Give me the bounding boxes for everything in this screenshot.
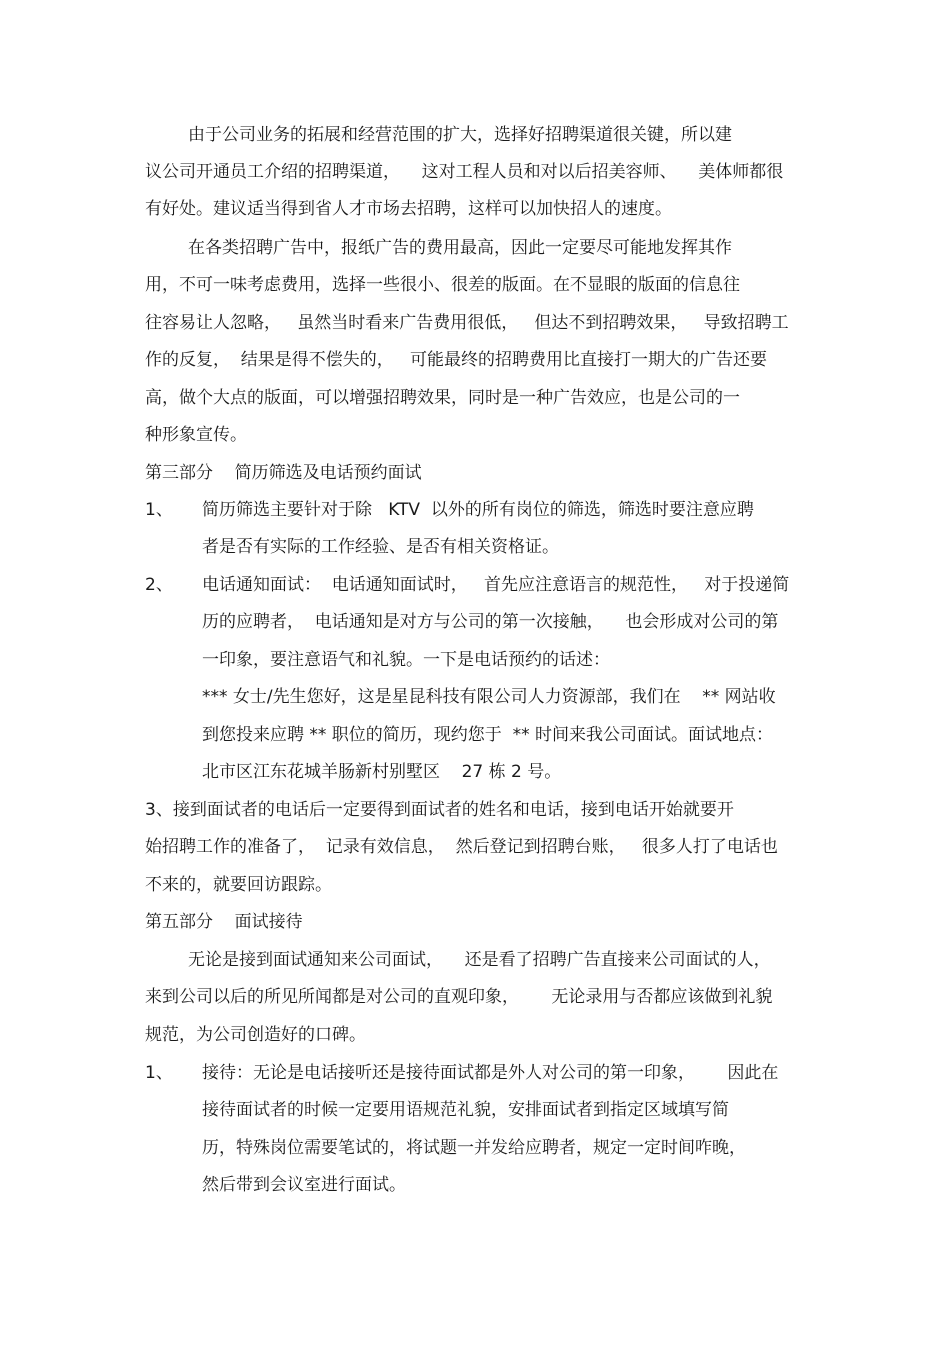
paragraph-line: 有好处。建议适当得到省人才市场去招聘，这样可以加快招人的速度。 [145, 199, 672, 219]
list-item-line: 者是否有实际的工作经验、是否有相关资格证。 [202, 537, 559, 557]
section-heading: 第三部分 简历筛选及电话预约面试 [145, 463, 422, 483]
list-item-line: 一印象，要注意语气和礼貌。一下是电话预约的话述： [202, 650, 610, 670]
paragraph-line: 议公司开通员工介绍的招聘渠道， 这对工程人员和对以后招美容师、 美体师都很 [145, 162, 784, 182]
list-item-line: 到您投来应聘 ** 职位的简历，现约您于 ** 时间来我公司面试。面试地点： [202, 725, 774, 745]
paragraph-line: 种形象宣传。 [145, 425, 247, 445]
list-item-line: *** 女士/先生您好，这是星昆科技有限公司人力资源部，我们在 ** 网站收 [202, 687, 776, 707]
paragraph-line: 由于公司业务的拓展和经营范围的扩大，选择好招聘渠道很关键，所以建 [188, 125, 732, 145]
list-item-line: 历的应聘者， 电话通知是对方与公司的第一次接触， 也会形成对公司的第 [202, 612, 779, 632]
list-item-line: 北市区江东花城羊肠新村别墅区 27 栋 2 号。 [202, 762, 562, 782]
paragraph-line: 高，做个大点的版面，可以增强招聘效果，同时是一种广告效应，也是公司的一 [145, 388, 740, 408]
list-item-line: 接待：无论是电话接听还是接待面试都是外人对公司的第一印象， 因此在 [202, 1063, 779, 1083]
paragraph-line: 来到公司以后的所见所闻都是对公司的直观印象， 无论录用与否都应该做到礼貌 [145, 987, 773, 1007]
paragraph-line: 不来的，就要回访跟踪。 [145, 875, 332, 895]
paragraph-line: 作的反复， 结果是得不偿失的， 可能最终的招聘费用比直接打一期大的广告还要 [145, 350, 768, 370]
list-item-line: 然后带到会议室进行面试。 [202, 1175, 406, 1195]
paragraph-line: 无论是接到面试通知来公司面试， 还是看了招聘广告直接来公司面试的人， [188, 950, 771, 970]
paragraph-line: 往容易让人忽略， 虽然当时看来广告费用很低， 但达不到招聘效果， 导致招聘工 [145, 313, 789, 333]
paragraph-line: 用，不可一味考虑费用，选择一些很小、很差的版面。在不显眼的版面的信息往 [145, 275, 740, 295]
list-item-line: 接待面试者的时候一定要用语规范礼貌，安排面试者到指定区域填写简 [202, 1100, 729, 1120]
list-item-line: 电话通知面试： 电话通知面试时， 首先应注意语言的规范性， 对于投递简 [202, 575, 790, 595]
paragraph-line: 规范，为公司创造好的口碑。 [145, 1025, 366, 1045]
list-number: 2、 [145, 575, 173, 595]
list-number: 1、 [145, 1063, 173, 1083]
paragraph-line: 3、接到面试者的电话后一定要得到面试者的姓名和电话，接到电话开始就要开 [145, 800, 734, 820]
list-item-line: 简历筛选主要针对于除 KTV 以外的所有岗位的筛选，筛选时要注意应聘 [202, 500, 754, 520]
list-number: 1、 [145, 500, 173, 520]
paragraph-line: 始招聘工作的准备了， 记录有效信息， 然后登记到招聘台账， 很多人打了电话也 [145, 837, 778, 857]
section-heading: 第五部分 面试接待 [145, 912, 303, 932]
paragraph-line: 在各类招聘广告中，报纸广告的费用最高，因此一定要尽可能地发挥其作 [188, 238, 732, 258]
list-item-line: 历，特殊岗位需要笔试的，将试题一并发给应聘者，规定一定时间咋晚， [202, 1138, 746, 1158]
